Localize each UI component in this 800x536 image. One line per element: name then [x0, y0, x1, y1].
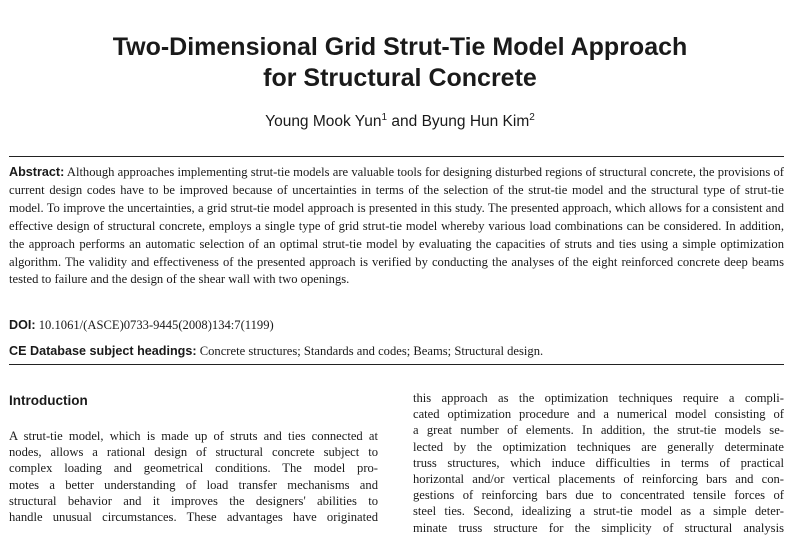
body-text-line: horizontal and/or vertical placements of reinforcing bars and con- — [413, 472, 784, 487]
author-name: Byung Hun Kim — [421, 113, 530, 131]
author-list — [0, 107, 800, 133]
body-text-line: lected by the optimization techniques are generally determinate — [413, 439, 784, 454]
body-text-line: minate truss structure for the simplicity of structural analysis — [413, 520, 784, 535]
subject-headings-line — [9, 342, 784, 360]
body-text-line: nodes, allows a rational design of structural concrete subject to — [9, 445, 378, 460]
author-conjunction: and — [387, 113, 422, 131]
top-rule — [9, 156, 784, 157]
author-affiliation-mark: 1 — [381, 112, 388, 123]
body-text-line: complex loading and geometrical conditions. The model pro- — [9, 461, 378, 476]
subject-headings-label: CE Database subject headings: — [9, 344, 197, 358]
doi-label: DOI: — [9, 318, 36, 332]
body-text-line: a great number of elements. In addition, the strut-tie models se- — [413, 423, 784, 438]
body-text-line: gestions of reinforcing bars due to concentrated tensile forces of — [413, 488, 784, 503]
body-text-line: handle unusual circumstances. These advantages have originated — [9, 510, 378, 525]
abstract-paragraph — [9, 164, 784, 289]
author-name: Young Mook Yun — [265, 113, 382, 131]
body-column-right — [413, 390, 784, 536]
abstract-text: Although approaches implementing strut-tie models are valuable tools for designing disturbed regions of structural concrete, the provisions of current design codes have to be improved because of uncertainties in terms of the selection of the strut-tie model and the structural type of strut-tie model. To improve the uncertainties, a grid strut-tie model approach is presented in this study. The presented approach, which allows for a consistent and effective design of structural concrete, employs a single type of grid strut-tie model whereby various load combinations can be considered. In addition, the approach performs an automatic selection of an optimal strut-tie model by evaluating the capacities of struts and ties using a simple optimization algorithm. The validity and effectiveness of the presented approach is verified by conducting the analyses of the eight reinforced concrete deep beams tested to failure and the design of the shear wall with two openings. — [9, 165, 784, 287]
abstract-label: Abstract: — [9, 165, 65, 179]
body-text-line: truss structures, which induce difficulties in terms of practical — [413, 455, 784, 470]
title-line-2: for Structural Concrete — [263, 64, 537, 92]
bottom-rule — [9, 364, 784, 365]
body-text-line: this approach as the optimization techniques require a compli- — [413, 391, 784, 405]
body-column-left — [9, 428, 378, 525]
subject-headings-value: Concrete structures; Standards and codes; Beams; Structural design. — [199, 344, 544, 358]
body-text-line: motes a better understanding of load transfer mechanisms and — [9, 477, 378, 492]
body-text-line: structural behavior and it improves the designers' abilities to — [9, 493, 378, 508]
doi-value[interactable]: 10.1061/(ASCE)0733-9445(2008)134:7(1199) — [38, 318, 274, 332]
author-affiliation-mark: 2 — [529, 112, 535, 123]
body-text-line: A strut-tie model, which is made up of struts and ties connected at — [9, 429, 378, 443]
body-text-line: steel ties. Second, idealizing a strut-tie model as a simple deter- — [413, 504, 784, 519]
paper-title — [0, 32, 800, 94]
title-line-1: Two-Dimensional Grid Strut-Tie Model Approach — [112, 33, 688, 61]
section-heading-introduction: Introduction — [9, 393, 88, 408]
doi-line — [9, 316, 274, 334]
body-text-line: cated optimization procedure and a numerical model consisting of — [413, 407, 784, 422]
